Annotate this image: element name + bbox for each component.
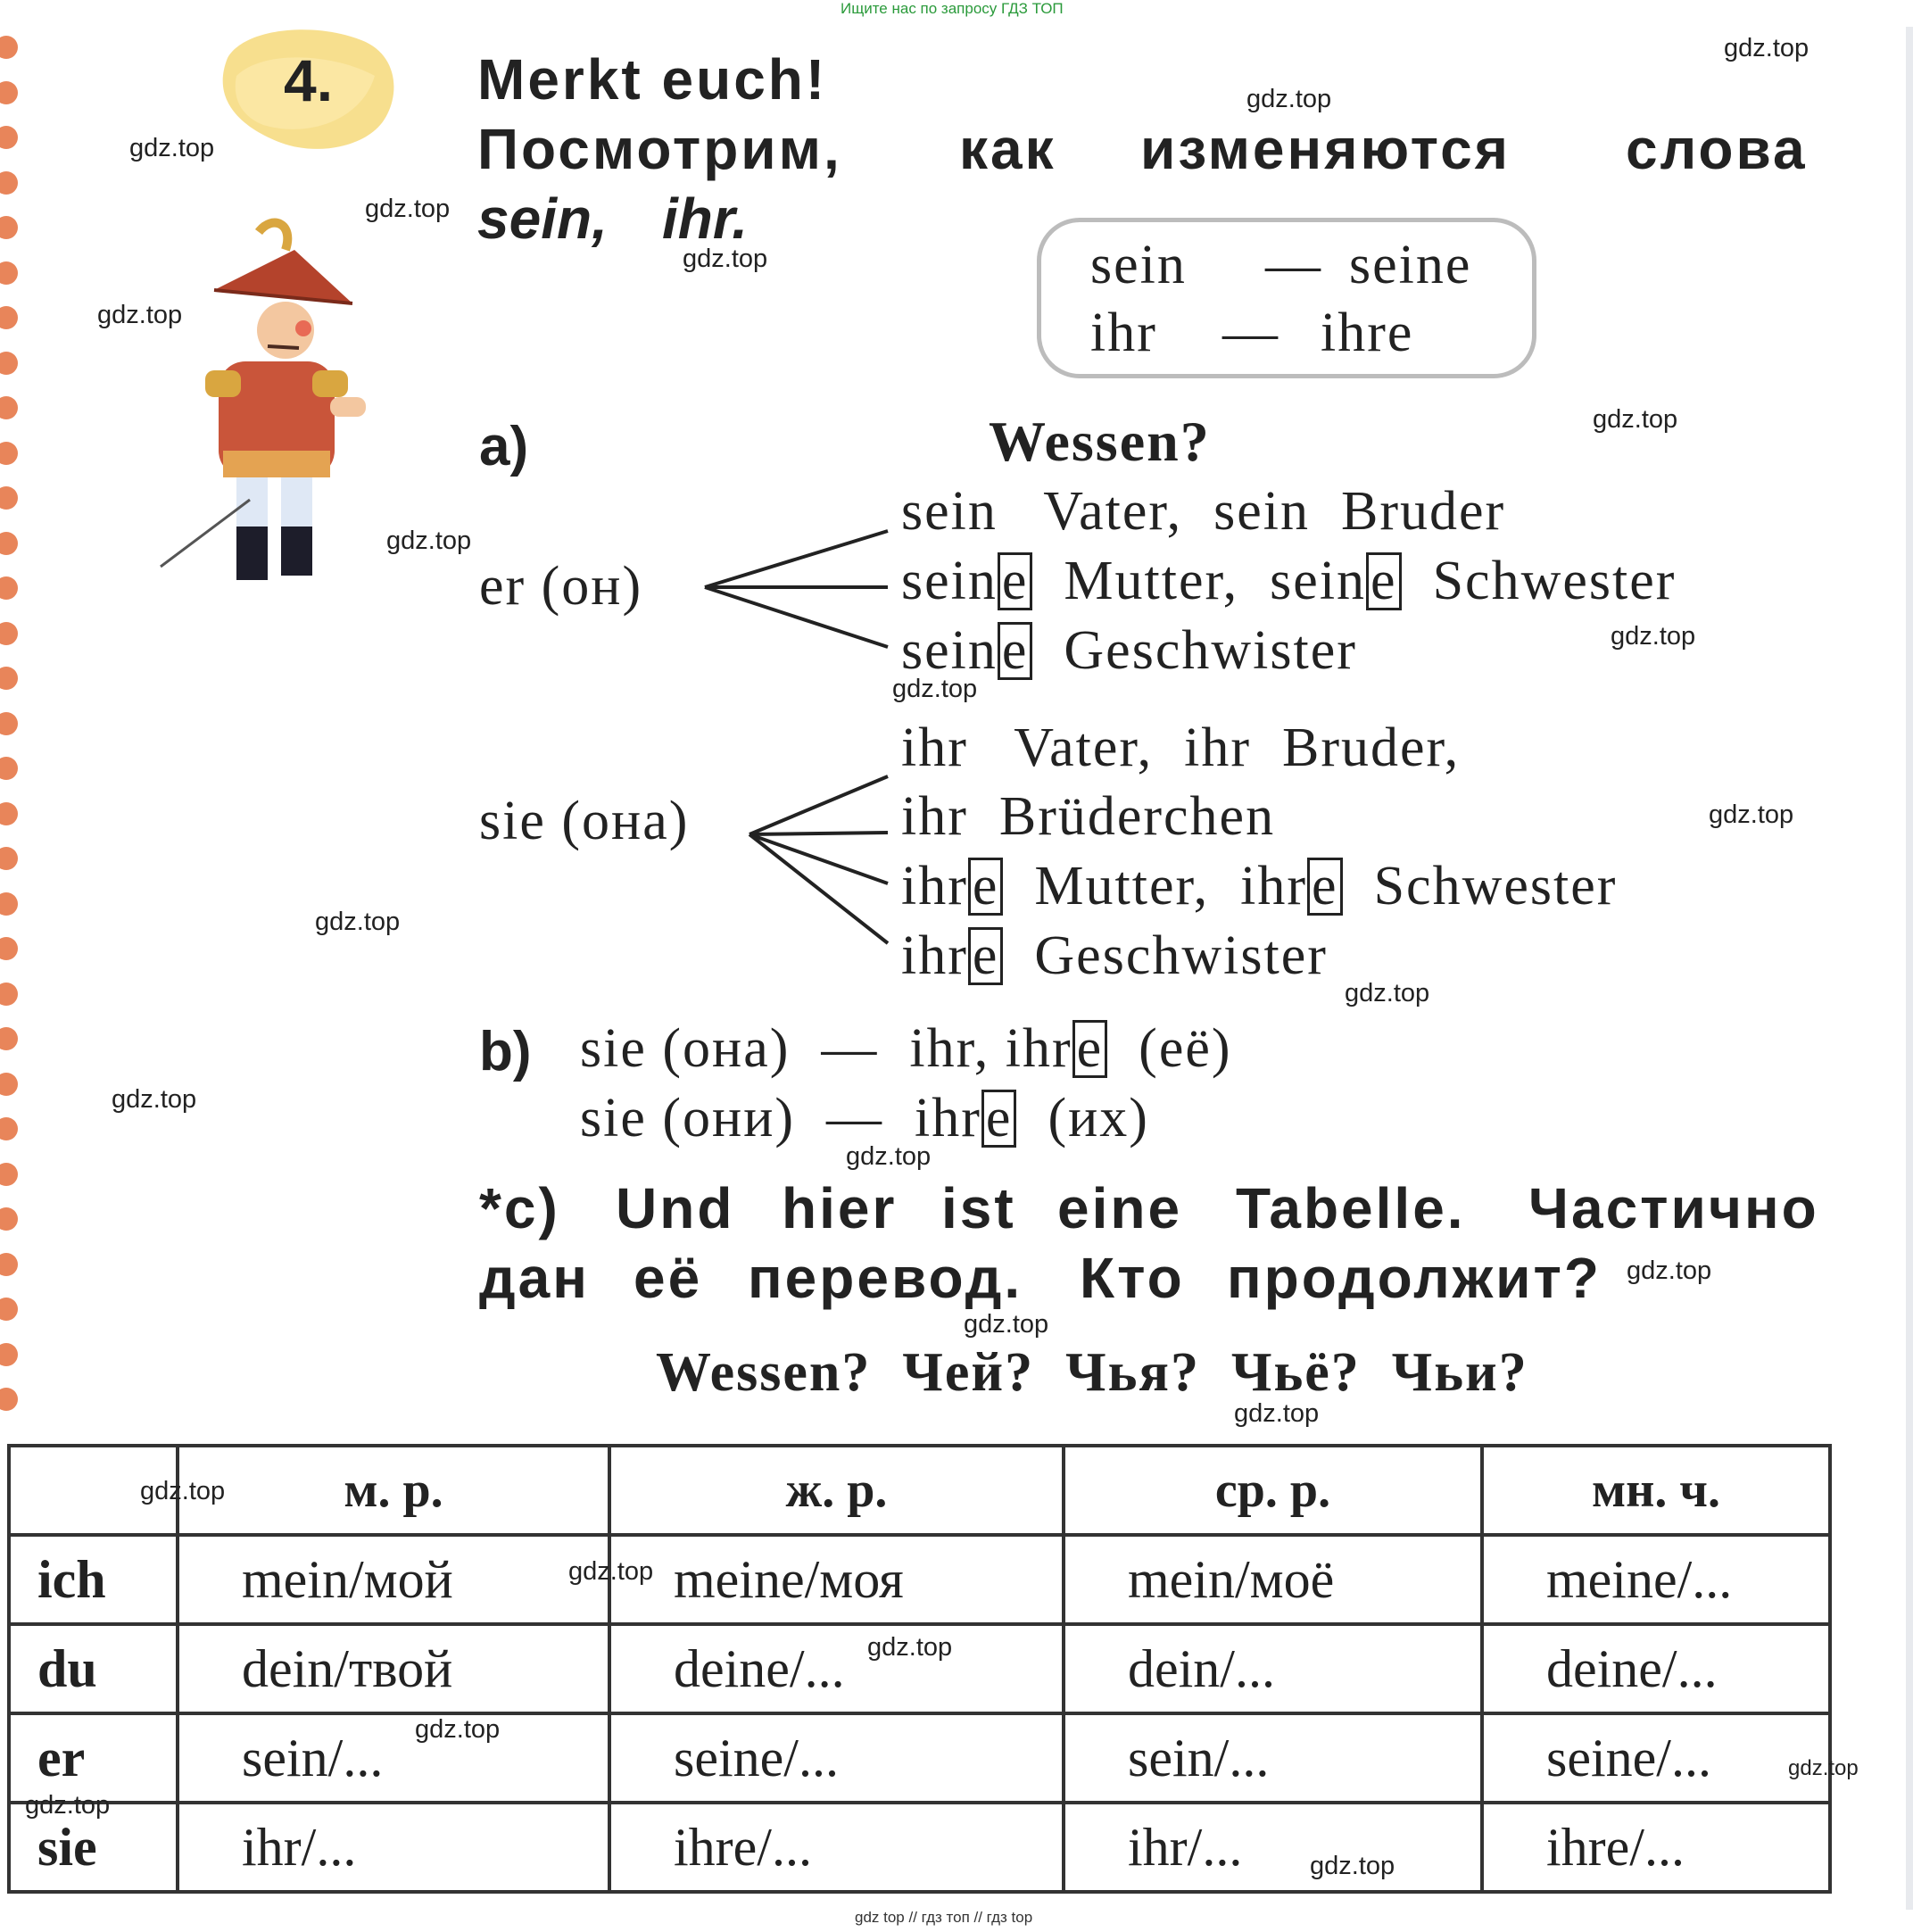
b-l2-ending: e xyxy=(981,1090,1017,1148)
watermark: gdz.top xyxy=(97,301,183,329)
edge-dot xyxy=(0,1343,18,1366)
table-row xyxy=(9,1535,1830,1624)
sie-l2-w1: ihr xyxy=(901,786,968,847)
er-l3-stem: sein xyxy=(901,620,998,681)
sie-l3-ending1: e xyxy=(968,858,1004,916)
watermark: gdz.top xyxy=(1593,405,1678,434)
cell-masculine: ihr/... xyxy=(178,1803,609,1892)
cell-masculine: dein/твой xyxy=(178,1624,609,1713)
er-l1-w3: sein xyxy=(1213,481,1310,542)
rule-seine: seine xyxy=(1349,235,1472,295)
row-pronoun: er xyxy=(9,1713,178,1803)
watermark: gdz.top xyxy=(1627,1256,1712,1285)
rule-ihr: ihr xyxy=(1090,303,1157,363)
edge-dot xyxy=(0,622,18,645)
table-header-row xyxy=(9,1446,1830,1535)
rule-dash-2: — xyxy=(1222,303,1279,363)
cell-feminine: seine/... xyxy=(609,1713,1064,1803)
sie-l3-noun2: Schwester xyxy=(1373,856,1618,916)
part-c-w9: перевод. xyxy=(748,1246,1023,1310)
b-l2-dash: — xyxy=(826,1088,884,1148)
sie-l1-w3: ihr xyxy=(1184,717,1251,778)
page-edge-dots xyxy=(0,36,27,1446)
watermark: gdz.top xyxy=(140,1477,226,1505)
watermark: gdz.top xyxy=(1234,1399,1320,1428)
edge-dot xyxy=(0,261,18,285)
part-c-w11: продолжит? xyxy=(1227,1246,1602,1310)
rule-ihre: ihre xyxy=(1321,303,1414,363)
edge-dot xyxy=(0,486,18,510)
header-plural: мн. ч. xyxy=(1482,1446,1830,1535)
sie-l1-w4: Bruder, xyxy=(1281,717,1461,778)
er-line-1 xyxy=(901,480,1505,543)
part-b-line-1 xyxy=(580,1017,1232,1081)
cell-neuter: mein/моё xyxy=(1064,1535,1482,1624)
exercise-title: Merkt euch! xyxy=(477,47,828,112)
sie-l3-ending2: e xyxy=(1307,858,1343,916)
part-c-w4: eine xyxy=(1057,1176,1183,1240)
cell-feminine: ihre/... xyxy=(609,1803,1064,1892)
watermark: gdz.top xyxy=(846,1142,932,1171)
edge-dot xyxy=(0,1163,18,1186)
sie-l4-noun: Geschwister xyxy=(1034,925,1328,986)
b-l1-translation: (её) xyxy=(1139,1018,1232,1079)
cell-plural: deine/... xyxy=(1482,1624,1830,1713)
er-l1-w2: Vater, xyxy=(1043,481,1183,542)
part-b-label: b) xyxy=(479,1021,532,1082)
watermark: gdz.top xyxy=(25,1791,111,1820)
table-row xyxy=(9,1803,1830,1892)
watermark: gdz.top xyxy=(315,908,401,936)
edge-dot xyxy=(0,352,18,375)
sie-l4-stem: ihr xyxy=(901,925,968,986)
rule-dash-1: — xyxy=(1265,235,1322,295)
er-line-2 xyxy=(901,550,1676,613)
watermark: gdz.top xyxy=(1724,34,1809,62)
edge-dot xyxy=(0,576,18,600)
watermark: gdz.top xyxy=(964,1310,1049,1339)
instruction-word-3: изменяются xyxy=(1140,117,1511,181)
cell-feminine: meine/моя xyxy=(609,1535,1064,1624)
instruction-word-2: как xyxy=(959,117,1056,181)
sie-branch-lines xyxy=(745,772,897,950)
watermark: gdz.top xyxy=(1788,1756,1859,1780)
cell-masculine: mein/мой xyxy=(178,1535,609,1624)
er-branch-lines xyxy=(696,527,892,651)
cell-masculine: sein/... xyxy=(178,1713,609,1803)
instruction-word-4: слова xyxy=(1626,117,1808,181)
part-c-w10: Кто xyxy=(1080,1246,1185,1310)
er-l2-ending2: e xyxy=(1366,552,1402,610)
cell-neuter: dein/... xyxy=(1064,1624,1482,1713)
er-l3-noun: Geschwister xyxy=(1064,620,1357,681)
er-l2-noun1: Mutter, xyxy=(1064,551,1239,611)
edge-dot xyxy=(0,937,18,960)
sie-line-4 xyxy=(901,925,1328,988)
header-masculine: м. р. xyxy=(178,1446,609,1535)
b-l1-subject: sie (она) xyxy=(580,1018,791,1079)
cell-feminine: deine/... xyxy=(609,1624,1064,1713)
er-l2-stem2: sein xyxy=(1270,551,1367,611)
edge-dot xyxy=(0,216,18,239)
sie-l3-stem1: ihr xyxy=(901,856,968,916)
cell-plural: ihre/... xyxy=(1482,1803,1830,1892)
question-chey: Чей? xyxy=(902,1342,1035,1403)
cell-plural: seine/... xyxy=(1482,1713,1830,1803)
edge-dot xyxy=(0,1388,18,1411)
possessive-table xyxy=(7,1444,1832,1894)
edge-dot xyxy=(0,983,18,1006)
row-pronoun: du xyxy=(9,1624,178,1713)
edge-dot xyxy=(0,1253,18,1276)
b-l2-form: ihr xyxy=(915,1088,981,1148)
watermark: gdz.top xyxy=(1611,622,1696,651)
er-label: er (он) xyxy=(479,556,643,617)
part-c-w7: дан xyxy=(479,1246,590,1310)
watermark: gdz.top xyxy=(892,675,978,703)
header-neuter: ср. р. xyxy=(1064,1446,1482,1535)
page-edge-line xyxy=(1906,27,1913,1910)
row-pronoun: ich xyxy=(9,1535,178,1624)
row-pronoun: sie xyxy=(9,1803,178,1892)
question-wessen: Wessen? xyxy=(656,1342,872,1403)
watermark: gdz.top xyxy=(568,1557,654,1586)
part-a-label: a) xyxy=(479,416,529,477)
edge-dot xyxy=(0,1073,18,1096)
watermark: gdz.top xyxy=(129,134,215,162)
wessen-question: Wessen? xyxy=(989,410,1211,473)
sie-l2-w2: Brüderchen xyxy=(998,786,1276,847)
part-c-w2: hier xyxy=(782,1176,898,1240)
edge-dot xyxy=(0,306,18,329)
sie-l1-w1: ihr xyxy=(901,717,968,778)
b-l2-subject: sie (они) xyxy=(580,1088,796,1148)
edge-dot xyxy=(0,396,18,419)
sie-l3-stem2: ihr xyxy=(1240,856,1308,916)
watermark: gdz.top xyxy=(683,245,768,273)
instruction-word-sein: sein, xyxy=(477,187,608,251)
soldier-illustration-icon xyxy=(152,214,375,598)
watermark: gdz.top xyxy=(867,1633,953,1662)
part-c-w1: Und xyxy=(616,1176,735,1240)
exercise-number: 4. xyxy=(284,47,334,113)
sie-label: sie (она) xyxy=(479,791,690,851)
rule-sein: sein xyxy=(1090,235,1187,295)
edge-dot xyxy=(0,126,18,149)
watermark: gdz.top xyxy=(365,195,451,223)
part-c-w3: ist xyxy=(941,1176,1016,1240)
er-l2-noun2: Schwester xyxy=(1432,551,1677,611)
watermark: gdz.top xyxy=(415,1715,501,1744)
table-row xyxy=(9,1713,1830,1803)
edge-dot xyxy=(0,667,18,690)
er-l2-stem1: sein xyxy=(901,551,998,611)
watermark: gdz.top xyxy=(1709,800,1794,829)
watermark: gdz.top xyxy=(1310,1852,1395,1880)
cell-neuter: ihr/... xyxy=(1064,1803,1482,1892)
edge-dot xyxy=(0,81,18,104)
edge-dot xyxy=(0,712,18,735)
sie-line-1 xyxy=(901,717,1460,780)
watermark: gdz.top xyxy=(1246,85,1332,113)
table-questions xyxy=(656,1341,1528,1405)
top-banner: Ищите нас по запросу ГДЗ ТОП xyxy=(841,0,1064,17)
cell-neuter: sein/... xyxy=(1064,1713,1482,1803)
cell-plural: meine/... xyxy=(1482,1535,1830,1624)
edge-dot xyxy=(0,802,18,825)
edge-dot xyxy=(0,36,18,59)
header-feminine: ж. р. xyxy=(609,1446,1064,1535)
b-l1-ending: e xyxy=(1072,1020,1108,1078)
edge-dot xyxy=(0,442,18,465)
er-l1-w1: sein xyxy=(901,481,998,542)
er-l1-w4: Bruder xyxy=(1340,481,1506,542)
question-chyo: Чьё? xyxy=(1230,1342,1361,1403)
sie-l4-ending: e xyxy=(968,927,1004,985)
edge-dot xyxy=(0,1298,18,1321)
sie-line-2 xyxy=(901,785,1275,849)
b-l1-dash: — xyxy=(821,1018,879,1079)
part-c-w6: Частично xyxy=(1528,1176,1819,1240)
watermark: gdz.top xyxy=(1345,979,1430,1007)
bottom-banner: gdz top // гдз топ // гдз top xyxy=(855,1909,1033,1926)
edge-dot xyxy=(0,1117,18,1140)
part-b-line-2 xyxy=(580,1087,1149,1150)
b-l1-forms: ihr, ihr xyxy=(909,1018,1072,1079)
instruction-word-1: Посмотрим, xyxy=(477,117,842,181)
edge-dot xyxy=(0,1027,18,1050)
part-c-w8: её xyxy=(634,1246,703,1310)
sie-l1-w2: Vater, xyxy=(1014,717,1154,778)
watermark: gdz.top xyxy=(386,527,472,555)
question-chyi: Чьи? xyxy=(1391,1342,1528,1403)
sie-line-3 xyxy=(901,855,1617,918)
edge-dot xyxy=(0,171,18,195)
sie-l3-noun1: Mutter, xyxy=(1034,856,1210,916)
edge-dot xyxy=(0,892,18,916)
er-l2-ending1: e xyxy=(998,552,1033,610)
edge-dot xyxy=(0,1207,18,1231)
part-c-w5: Tabelle. xyxy=(1236,1176,1466,1240)
question-chya: Чья? xyxy=(1065,1342,1200,1403)
b-l2-translation: (их) xyxy=(1048,1088,1149,1148)
er-l3-ending: e xyxy=(998,622,1033,680)
edge-dot xyxy=(0,532,18,555)
er-line-3 xyxy=(901,619,1357,683)
part-c-label: *c) xyxy=(479,1176,560,1240)
edge-dot xyxy=(0,757,18,780)
instruction-word-ihr: ihr. xyxy=(662,187,749,251)
edge-dot xyxy=(0,847,18,870)
watermark: gdz.top xyxy=(112,1085,197,1114)
